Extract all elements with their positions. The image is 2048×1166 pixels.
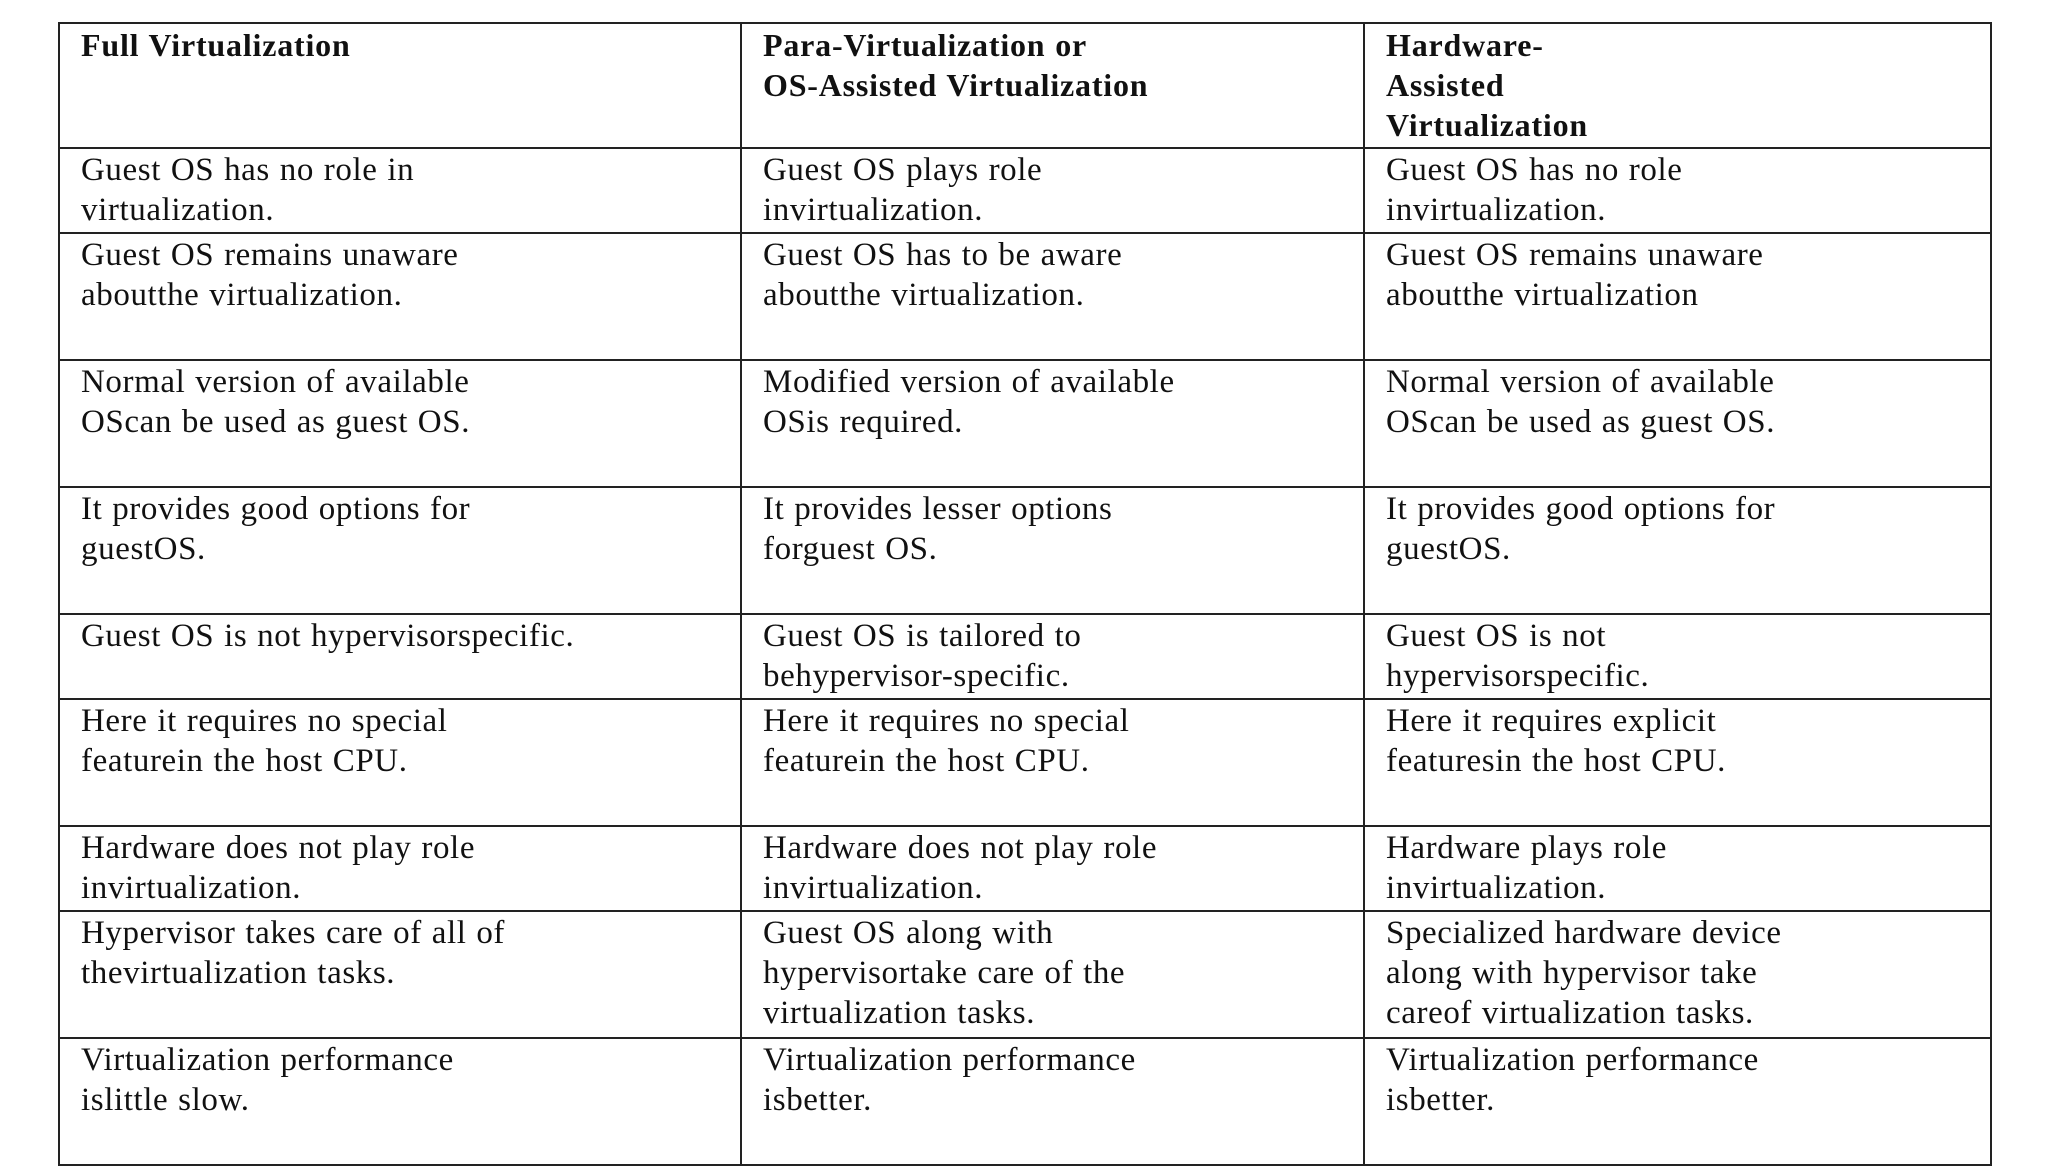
table-cell-hardware-assisted — [1364, 911, 1991, 1038]
cell-text: It provides good options for guestOS. — [1386, 491, 1776, 567]
cell-text: Guest OS has no role invirtualization. — [1386, 152, 1683, 228]
cell-text: Here it requires no special featurein the host CPU. — [763, 703, 1130, 779]
table-row — [59, 826, 1991, 911]
table-row — [59, 360, 1991, 487]
table-row — [59, 487, 1991, 614]
table-row — [59, 699, 1991, 826]
column-header-label: Para-Virtualization or OS-Assisted Virtualization — [763, 27, 1149, 103]
table-cell-full-virtualization — [59, 614, 741, 699]
cell-text: Guest OS is tailored to behypervisor-specific. — [763, 618, 1082, 694]
table-row — [59, 911, 1991, 1038]
table-row — [59, 614, 1991, 699]
table-row — [59, 148, 1991, 233]
cell-text: Normal version of available OScan be used as guest OS. — [81, 364, 471, 440]
table-cell-hardware-assisted — [1364, 360, 1991, 487]
column-header-label: Hardware- Assisted Virtualization — [1386, 27, 1588, 143]
table-header-row — [59, 23, 1991, 148]
cell-text: Virtualization performance isbetter. — [763, 1042, 1136, 1118]
table-cell-para-virtualization — [741, 360, 1364, 487]
cell-text: Modified version of available OSis required. — [763, 364, 1175, 440]
table-cell-para-virtualization — [741, 487, 1364, 614]
cell-text: Normal version of available OScan be used as guest OS. — [1386, 364, 1776, 440]
table-cell-hardware-assisted — [1364, 148, 1991, 233]
cell-text: Guest OS has to be aware aboutthe virtualization. — [763, 237, 1123, 313]
cell-text: Guest OS along with hypervisortake care of the virtualization tasks. — [763, 915, 1126, 1031]
table-cell-para-virtualization — [741, 911, 1364, 1038]
cell-text: Here it requires explicit featuresin the host CPU. — [1386, 703, 1727, 779]
table-cell-full-virtualization — [59, 826, 741, 911]
table-body — [59, 23, 1991, 1165]
table-row — [59, 1038, 1991, 1165]
table-cell-full-virtualization — [59, 360, 741, 487]
table-cell-full-virtualization — [59, 1038, 741, 1165]
virtualization-comparison-table — [58, 22, 1992, 1166]
table-cell-para-virtualization — [741, 614, 1364, 699]
column-header-hardware-assisted — [1364, 23, 1991, 148]
table-cell-para-virtualization — [741, 233, 1364, 360]
cell-text: Guest OS is not hypervisorspecific. — [81, 618, 575, 654]
cell-text: It provides good options for guestOS. — [81, 491, 471, 567]
cell-text: It provides lesser options forguest OS. — [763, 491, 1113, 567]
cell-text: Virtualization performance isbetter. — [1386, 1042, 1759, 1118]
table-cell-hardware-assisted — [1364, 487, 1991, 614]
table-cell-hardware-assisted — [1364, 1038, 1991, 1165]
cell-text: Hypervisor takes care of all of thevirtualization tasks. — [81, 915, 506, 991]
table-cell-full-virtualization — [59, 233, 741, 360]
table-cell-hardware-assisted — [1364, 699, 1991, 826]
table-cell-para-virtualization — [741, 148, 1364, 233]
cell-text: Virtualization performance islittle slow. — [81, 1042, 454, 1118]
cell-text: Guest OS remains unaware aboutthe virtualization — [1386, 237, 1764, 313]
cell-text: Hardware does not play role invirtualization. — [763, 830, 1158, 906]
table-cell-para-virtualization — [741, 826, 1364, 911]
table-cell-hardware-assisted — [1364, 233, 1991, 360]
cell-text: Guest OS plays role invirtualization. — [763, 152, 1043, 228]
column-header-para-virtualization — [741, 23, 1364, 148]
column-header-label: Full Virtualization — [81, 27, 351, 63]
table-row — [59, 233, 1991, 360]
table-cell-full-virtualization — [59, 699, 741, 826]
column-header-full-virtualization — [59, 23, 741, 148]
table-cell-full-virtualization — [59, 487, 741, 614]
cell-text: Guest OS remains unaware aboutthe virtualization. — [81, 237, 459, 313]
table-cell-full-virtualization — [59, 911, 741, 1038]
table-cell-hardware-assisted — [1364, 826, 1991, 911]
cell-text: Hardware plays role invirtualization. — [1386, 830, 1667, 906]
cell-text: Hardware does not play role invirtualization. — [81, 830, 476, 906]
cell-text: Guest OS has no role in virtualization. — [81, 152, 415, 228]
cell-text: Here it requires no special featurein the host CPU. — [81, 703, 448, 779]
table-cell-para-virtualization — [741, 699, 1364, 826]
cell-text: Guest OS is not hypervisorspecific. — [1386, 618, 1650, 694]
table-cell-hardware-assisted — [1364, 614, 1991, 699]
table-cell-full-virtualization — [59, 148, 741, 233]
cell-text: Specialized hardware device along with hypervisor take careof virtualization tasks. — [1386, 915, 1782, 1031]
table-cell-para-virtualization — [741, 1038, 1364, 1165]
